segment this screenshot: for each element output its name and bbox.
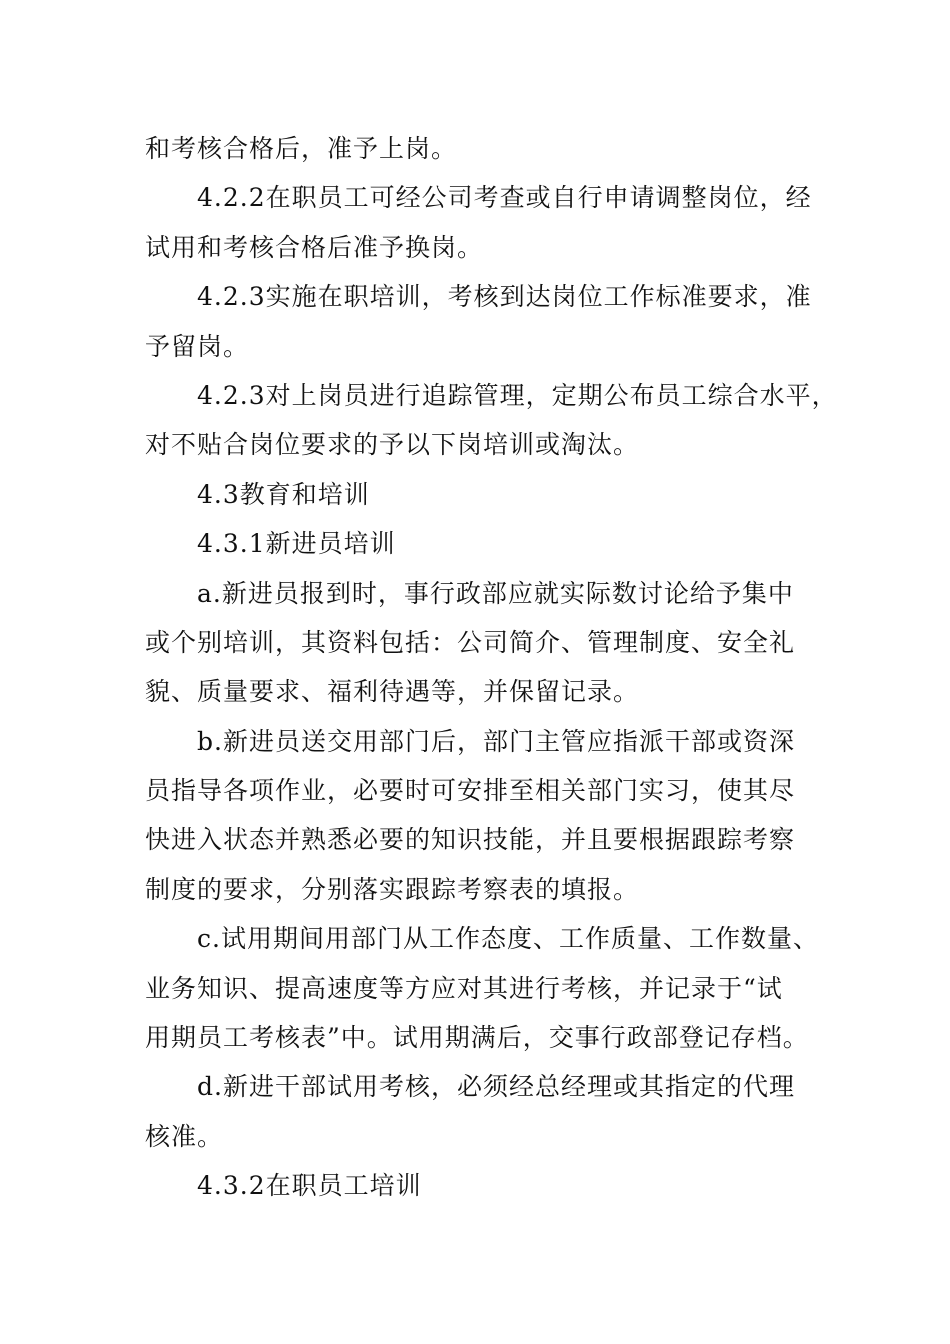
- text-line: 和考核合格后，准予上岗。: [145, 134, 458, 163]
- text-line: 用期员工考核表”中。试用期满后，交事行政部登记存档。: [145, 1023, 809, 1053]
- text-line: 对不贴合岗位要求的予以下岗培训或淘汰。: [145, 430, 640, 460]
- text-line: 4.2.3对上岗员进行追踪管理，定期公布员工综合水平，: [197, 380, 838, 410]
- text-line: b.新进员送交用部门后，部门主管应指派干部或资深: [197, 726, 795, 756]
- text-line: 貌、质量要求、福利待遇等，并保留记录。: [145, 677, 640, 707]
- text-line: 制度的要求，分别落实跟踪考察表的填报。: [145, 874, 640, 904]
- text-line: a.新进员报到时，事行政部应就实际数讨论给予集中: [197, 578, 794, 608]
- text-line: 予留岗。: [145, 331, 250, 361]
- text-line: 核准。: [145, 1121, 224, 1151]
- text-line: 或个别培训，其资料包括：公司简介、管理制度、安全礼: [145, 627, 796, 657]
- text-line: 4.2.3实施在职培训，考核到达岗位工作标准要求，准: [197, 282, 812, 312]
- text-line: 员指导各项作业，必要时可安排至相关部门实习，使其尽: [145, 776, 796, 806]
- document-body: [145, 124, 838, 1211]
- text-line: 业务知识、提高速度等方应对其进行考核，并记录于“试: [145, 973, 783, 1003]
- text-line: c.试用期间用部门从工作态度、工作质量、工作数量、: [197, 924, 819, 954]
- text-line: 快进入状态并熟悉必要的知识技能，并且要根据跟踪考察: [145, 825, 796, 855]
- text-line: 试用和考核合格后准予换岗。: [145, 232, 484, 262]
- subsection-heading: 4.3.2在职员工培训: [197, 1171, 422, 1201]
- subsection-heading: 4.3.1新进员培训: [197, 529, 396, 559]
- section-heading: 4.3教育和培训: [197, 479, 370, 509]
- text-line: d.新进干部试用考核，必须经总经理或其指定的代理: [197, 1072, 795, 1102]
- text-line: 4.2.2在职员工可经公司考查或自行申请调整岗位，经: [197, 183, 812, 213]
